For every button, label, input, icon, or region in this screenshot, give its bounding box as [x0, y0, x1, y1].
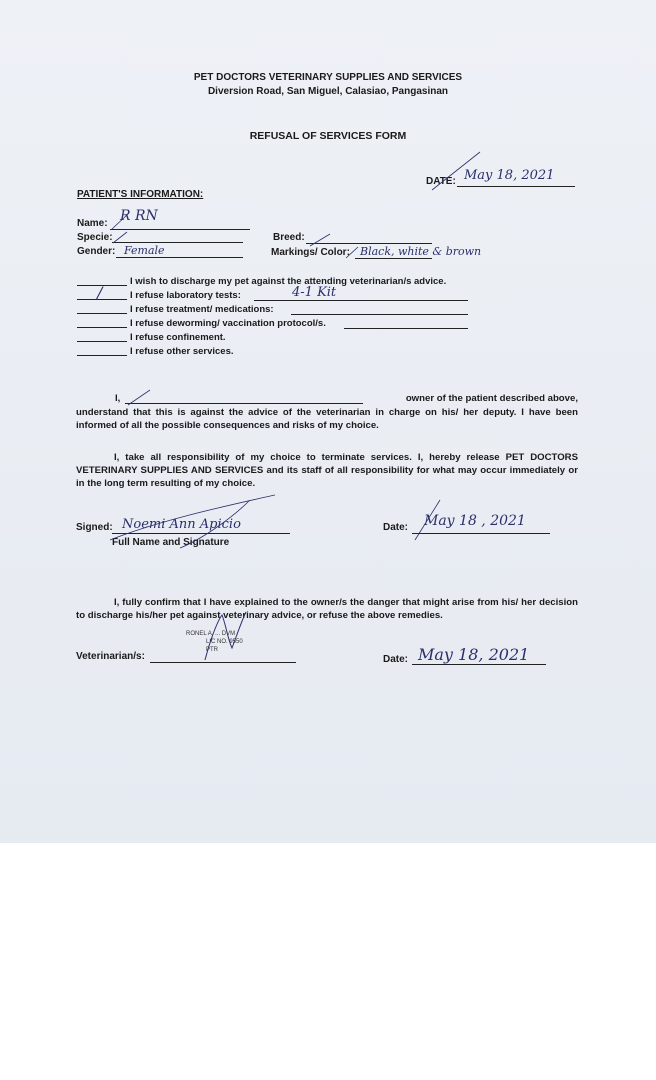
- vet-stamp-line1: RONEL A. ... DVM: [186, 631, 236, 637]
- vet-signature-mark: [205, 612, 246, 660]
- date-slash-stroke: [432, 152, 480, 190]
- gender-label: Gender:: [77, 246, 116, 257]
- vet-date-value: May 18, 2021: [418, 645, 530, 664]
- name-label: Name:: [77, 218, 108, 229]
- statement-tail: owner of the patient described above,: [405, 393, 578, 404]
- statement-lead: I,: [115, 393, 121, 404]
- patient-section-title: PATIENT'S INFORMATION:: [77, 189, 204, 200]
- option-4-text: I refuse deworming/ vaccination protocol/s.: [130, 318, 326, 329]
- owner-signature-flourish: [110, 495, 275, 548]
- gender-value: Female: [124, 244, 165, 257]
- vet-stamp-line2: LIC NO. 9550: [206, 639, 243, 645]
- date-value: May 18, 2021: [464, 168, 555, 183]
- business-name: PET DOCTORS VETERINARY SUPPLIES AND SERVICES: [193, 72, 463, 83]
- statement-p1-text: understand that this is against the advice of the veterinarian in charge on his/ her deputy. I have been informed of all the possible consequences and risks of my choice.: [76, 407, 578, 431]
- name-value: R RN: [120, 208, 158, 224]
- markings-value: Black, white & brown: [360, 245, 482, 258]
- markings-label: Markings/ Color:: [271, 247, 350, 258]
- date-label: DATE:: [426, 176, 456, 187]
- option-3-text: I refuse treatment/ medications:: [130, 304, 274, 315]
- vet-stamp-line3: PTR: [206, 647, 218, 653]
- owner-date-value: May 18 , 2021: [424, 513, 526, 529]
- business-address: Diversion Road, San Miguel, Calasiao, Pangasinan: [207, 86, 449, 97]
- specie-label: Specie:: [77, 232, 113, 243]
- option-1-text: I wish to discharge my pet against the attending veterinarian/s advice.: [130, 276, 447, 287]
- vet-confirm-text: I, fully confirm that I have explained to the owner/s the danger that might arise from his/ her decision to discharge his/her pet against veterinary advice, or refuse the above remedies.: [76, 597, 578, 621]
- option-2-mark: /: [97, 283, 103, 302]
- full-name-signature-label: Full Name and Signature: [112, 537, 230, 548]
- vet-date-label: Date:: [383, 654, 409, 665]
- signed-label: Signed:: [76, 522, 113, 533]
- owner-date-slash-stroke: [415, 500, 440, 540]
- option-6-text: I refuse other services.: [130, 346, 234, 357]
- veterinarian-label: Veterinarian/s:: [76, 651, 145, 662]
- option-5-text: I refuse confinement.: [130, 332, 226, 343]
- owner-date-label: Date:: [383, 522, 409, 533]
- breed-label: Breed:: [273, 232, 305, 243]
- signed-value: Noemi Ann Apicio: [122, 517, 241, 532]
- name-slash-stroke: [112, 214, 128, 229]
- markings-slash-stroke: [346, 247, 358, 258]
- breed-slash-stroke: [310, 234, 330, 246]
- specie-slash-stroke: [113, 232, 127, 243]
- statement-p2-text: I, take all responsibility of my choice to terminate services. I, hereby release PET DOCTORS VETERINARY SUPPLIES AND SERVICES and its staff of all responsibility for what may occur immediately or in the long term resulting of my choice.: [76, 452, 578, 489]
- form-title: REFUSAL OF SERVICES FORM: [249, 130, 407, 142]
- owner-slash-stroke: [128, 390, 150, 405]
- option-2-text: I refuse laboratory tests:: [130, 290, 241, 301]
- option-2-detail: 4-1 Kit: [292, 285, 337, 300]
